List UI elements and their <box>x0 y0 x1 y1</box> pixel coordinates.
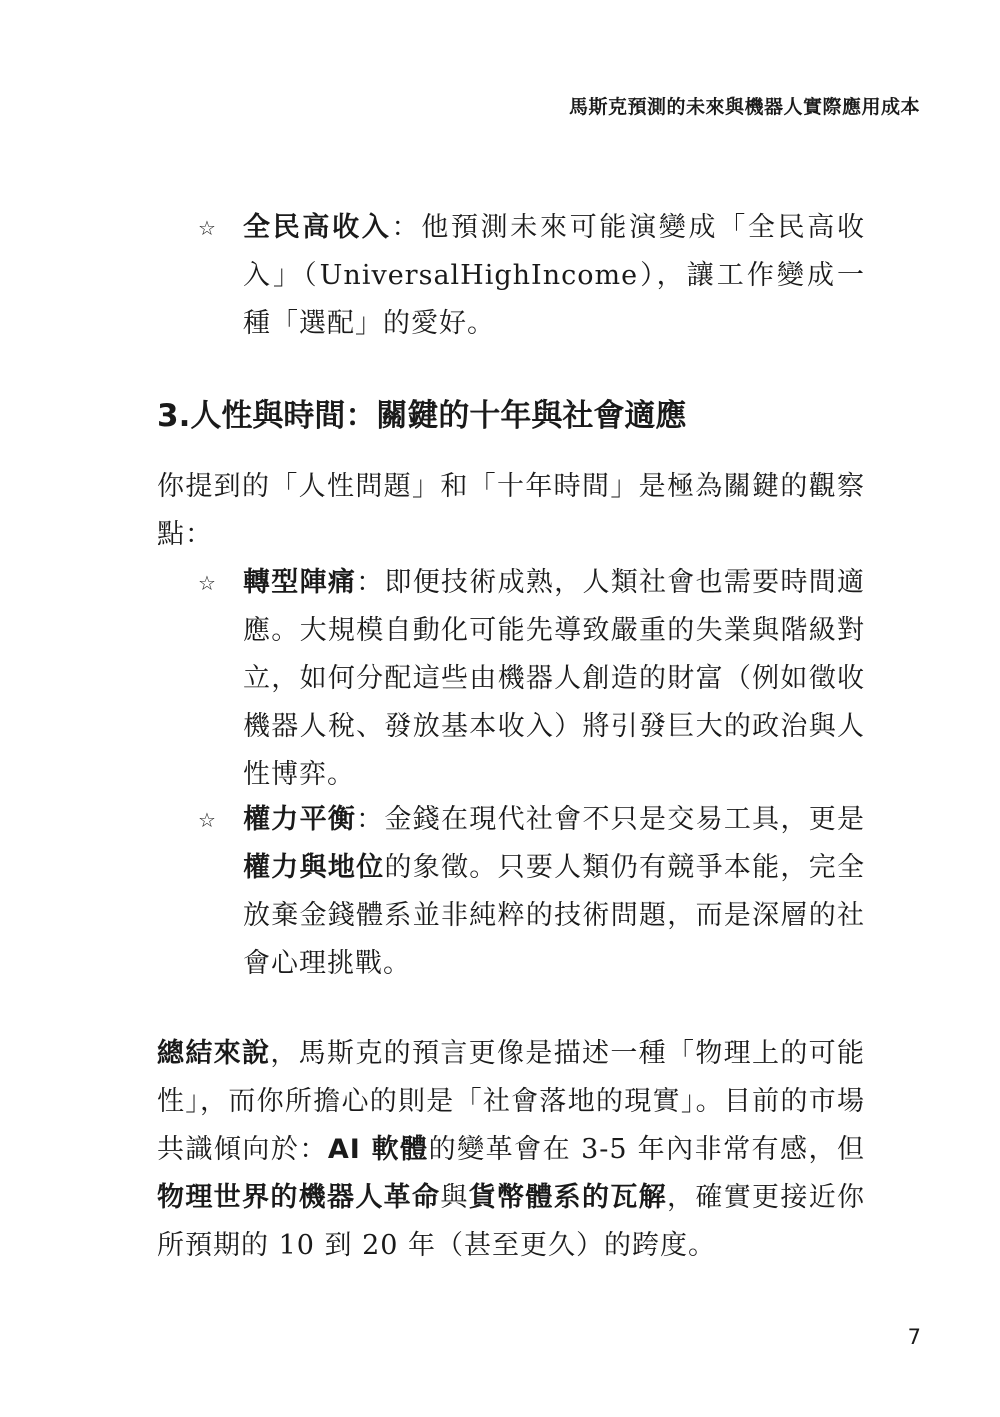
section-heading: 3.人性與時間：關鍵的十年與社會適應 <box>157 398 687 434</box>
conclusion-paragraph <box>157 1030 865 1270</box>
bullet-term: 權力平衡 <box>243 804 357 835</box>
bullet-term: 轉型陣痛 <box>243 567 357 598</box>
section-intro: 你提到的「人性問題」和「十年時間」是極為關鍵的觀察點： <box>157 471 865 550</box>
conclusion-text: ，確實更接近你所預期的 10 到 20 年（甚至更久）的跨度。 <box>157 1182 866 1261</box>
running-header: 馬斯克預測的未來與機器人實際應用成本 <box>568 96 920 118</box>
conclusion-emphasis-currency: 貨幣體系的瓦解 <box>468 1182 668 1213</box>
bullet-body: ：他預測未來可能演變成「全民高收入」（UniversalHighIncome），讓工作變成一種「選配」的愛好。 <box>243 212 865 339</box>
page-number: 7 <box>907 1325 921 1349</box>
conclusion-lead: 總結來說 <box>157 1038 271 1069</box>
bullet-body: ：金錢在現代社會不只是交易工具，更是 <box>356 804 866 835</box>
star-outline-icon: ☆ <box>198 571 216 595</box>
conclusion-emphasis-robot: 物理世界的機器人革命 <box>157 1182 441 1213</box>
star-outline-icon: ☆ <box>198 808 216 832</box>
conclusion-text: ，馬斯克的預言更像是描述一種「物理上的可能性」，而你所擔心的則是「社會落地的現實」。目前的市場共識傾向於： <box>157 1038 866 1165</box>
conclusion-text: 與 <box>440 1182 469 1213</box>
bullet-term: 全民高收入 <box>243 212 392 243</box>
bullet-power-balance <box>198 796 865 988</box>
bullet-universal-high-income <box>198 204 865 348</box>
bullet-body: 的象徵。只要人類仍有競爭本能，完全放棄金錢體系並非純粹的技術問題，而是深層的社會心理挑戰。 <box>243 852 866 979</box>
bullet-text <box>243 559 865 799</box>
bullet-text <box>243 796 865 988</box>
bullet-emphasis: 權力與地位 <box>243 852 385 883</box>
bullet-body: ：即便技術成熟，人類社會也需要時間適應。大規模自動化可能先導致嚴重的失業與階級對立，如何分配這些由機器人創造的財富（例如徵收機器人稅、發放基本收入）將引發巨大的政治與人性博弈。 <box>243 567 866 790</box>
bullet-text <box>243 204 865 348</box>
bullet-transition-pain <box>198 559 865 799</box>
conclusion-text: 的變革會在 3-5 年內非常有感，但 <box>428 1134 865 1165</box>
star-outline-icon: ☆ <box>198 216 216 240</box>
conclusion-emphasis-ai: AI 軟體 <box>327 1134 429 1165</box>
